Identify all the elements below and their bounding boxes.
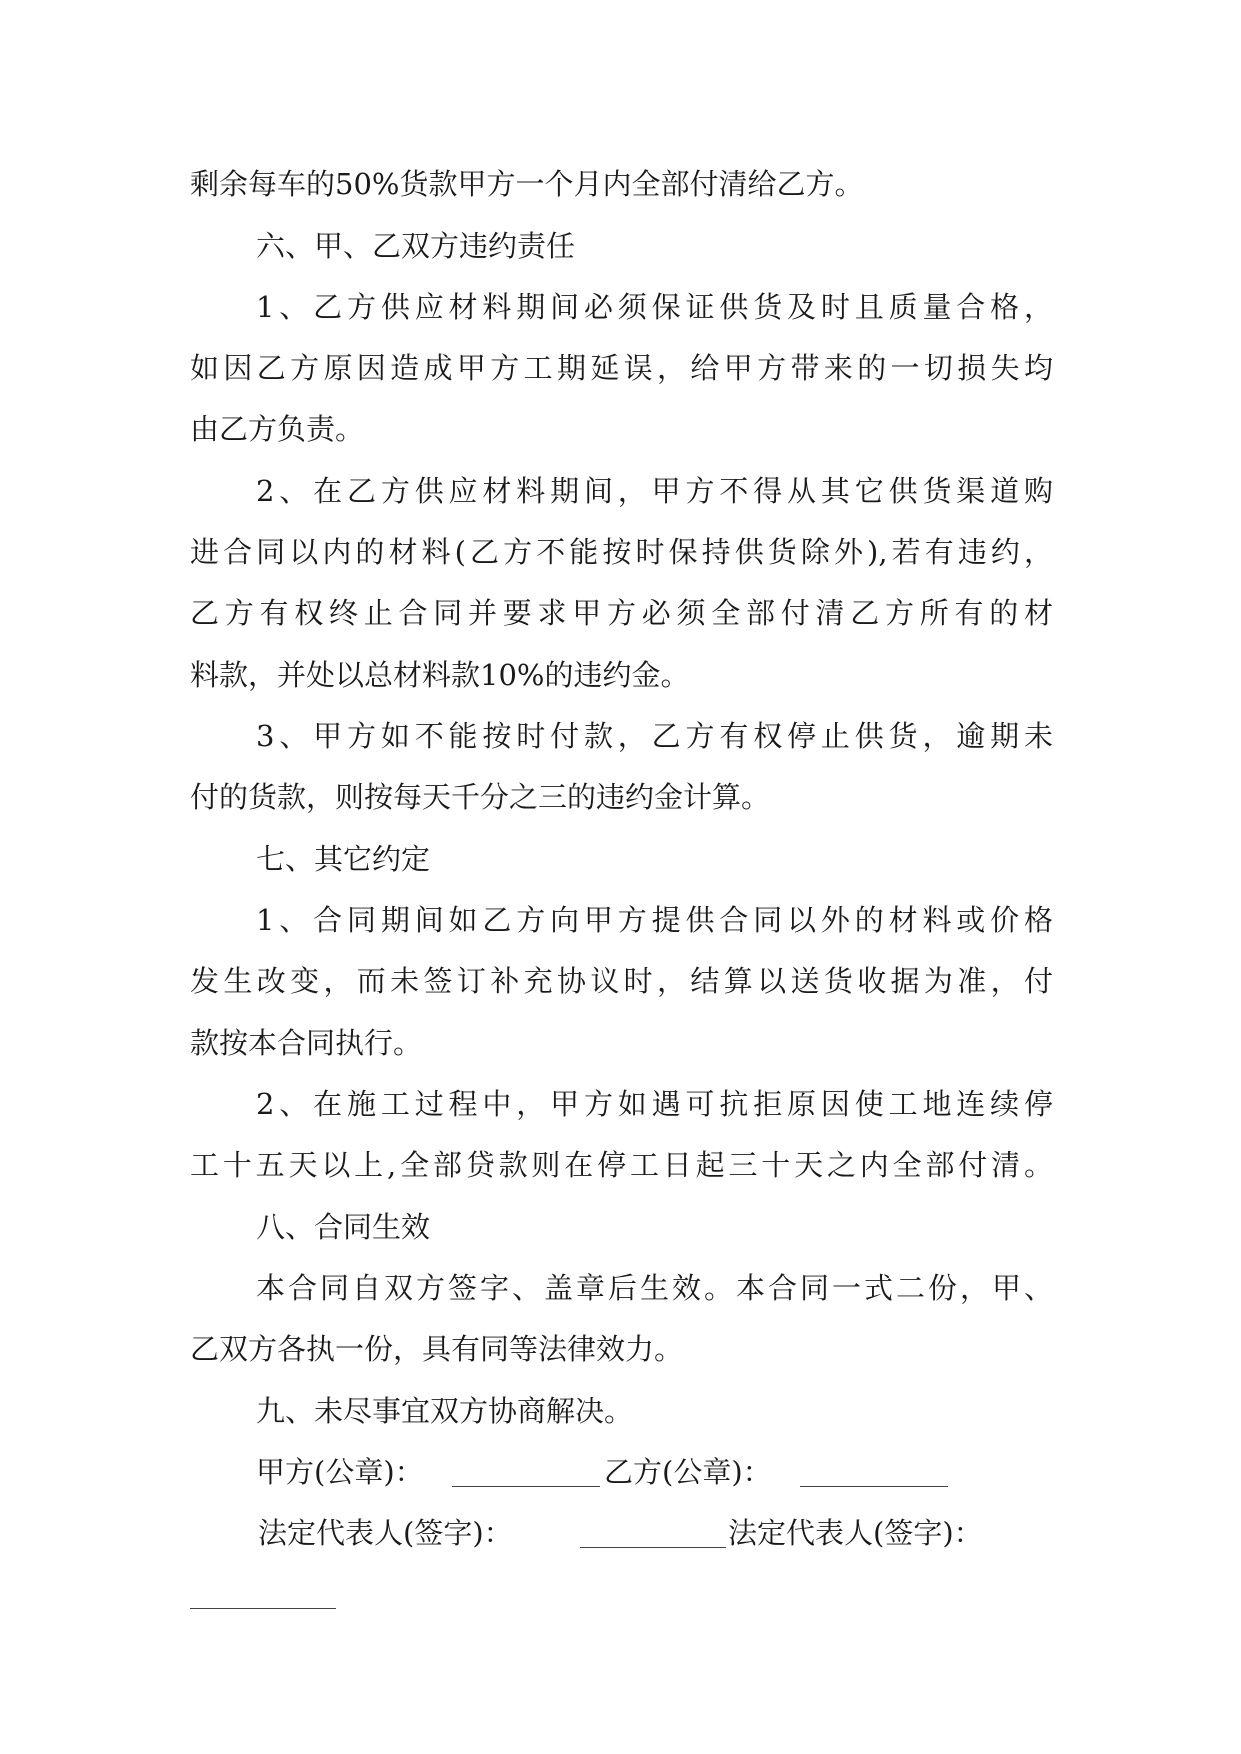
section-heading: 七、其它约定	[256, 842, 431, 876]
paragraph-line: 工十五天以上,全部贷款则在停工日起三十天之内全部付清。	[190, 1148, 1053, 1182]
paragraph-line: 乙双方各执一份，具有同等法律效力。	[190, 1332, 684, 1366]
paragraph-line: 付的货款，则按每天千分之三的违约金计算。	[190, 780, 771, 814]
paragraph-line: 乙方有权终止合同并要求甲方必须全部付清乙方所有的材	[190, 596, 1053, 630]
paragraph-line: 剩余每车的50%货款甲方一个月内全部付清给乙方。	[190, 167, 864, 201]
paragraph-line: 由乙方负责。	[190, 412, 365, 446]
paragraph-line: 进合同以内的材料(乙方不能按时保持供货除外),若有违约，	[190, 535, 1053, 569]
paragraph-line: 1、合同期间如乙方向甲方提供合同以外的材料或价格	[256, 903, 1053, 937]
party-b-rep-blank	[190, 1608, 336, 1609]
section-heading: 六、甲、乙双方违约责任	[256, 229, 576, 263]
party-a-seal-blank	[452, 1486, 600, 1487]
paragraph-line: 2、在施工过程中，甲方如遇可抗拒原因使工地连续停	[256, 1087, 1053, 1121]
party-a-rep-blank	[580, 1547, 726, 1548]
party-b-rep-label: 法定代表人(签字)：	[728, 1516, 983, 1550]
party-a-seal-label: 甲方(公章)：	[256, 1455, 424, 1489]
paragraph-line: 1、乙方供应材料期间必须保证供货及时且质量合格，	[256, 290, 1053, 324]
paragraph-line: 本合同自双方签字、盖章后生效。本合同一式二份，甲、	[256, 1271, 1053, 1305]
section-heading: 八、合同生效	[256, 1210, 431, 1244]
paragraph-line: 3、甲方如不能按时付款，乙方有权停止供货，逾期未	[256, 719, 1053, 753]
paragraph-line: 料款，并处以总材料款10%的违约金。	[190, 658, 690, 692]
party-b-seal-label: 乙方(公章)：	[604, 1455, 772, 1489]
paragraph-line: 2、在乙方供应材料期间，甲方不得从其它供货渠道购	[256, 474, 1053, 508]
paragraph-line: 发生改变，而未签订补充协议时，结算以送货收据为准，付	[190, 964, 1053, 998]
party-b-seal-blank	[800, 1486, 948, 1487]
paragraph-line: 款按本合同执行。	[190, 1026, 423, 1060]
party-a-rep-label: 法定代表人(签字)：	[258, 1516, 513, 1550]
section-heading: 九、未尽事宜双方协商解决。	[256, 1394, 634, 1428]
paragraph-line: 如因乙方原因造成甲方工期延误，给甲方带来的一切损失均	[190, 351, 1053, 385]
